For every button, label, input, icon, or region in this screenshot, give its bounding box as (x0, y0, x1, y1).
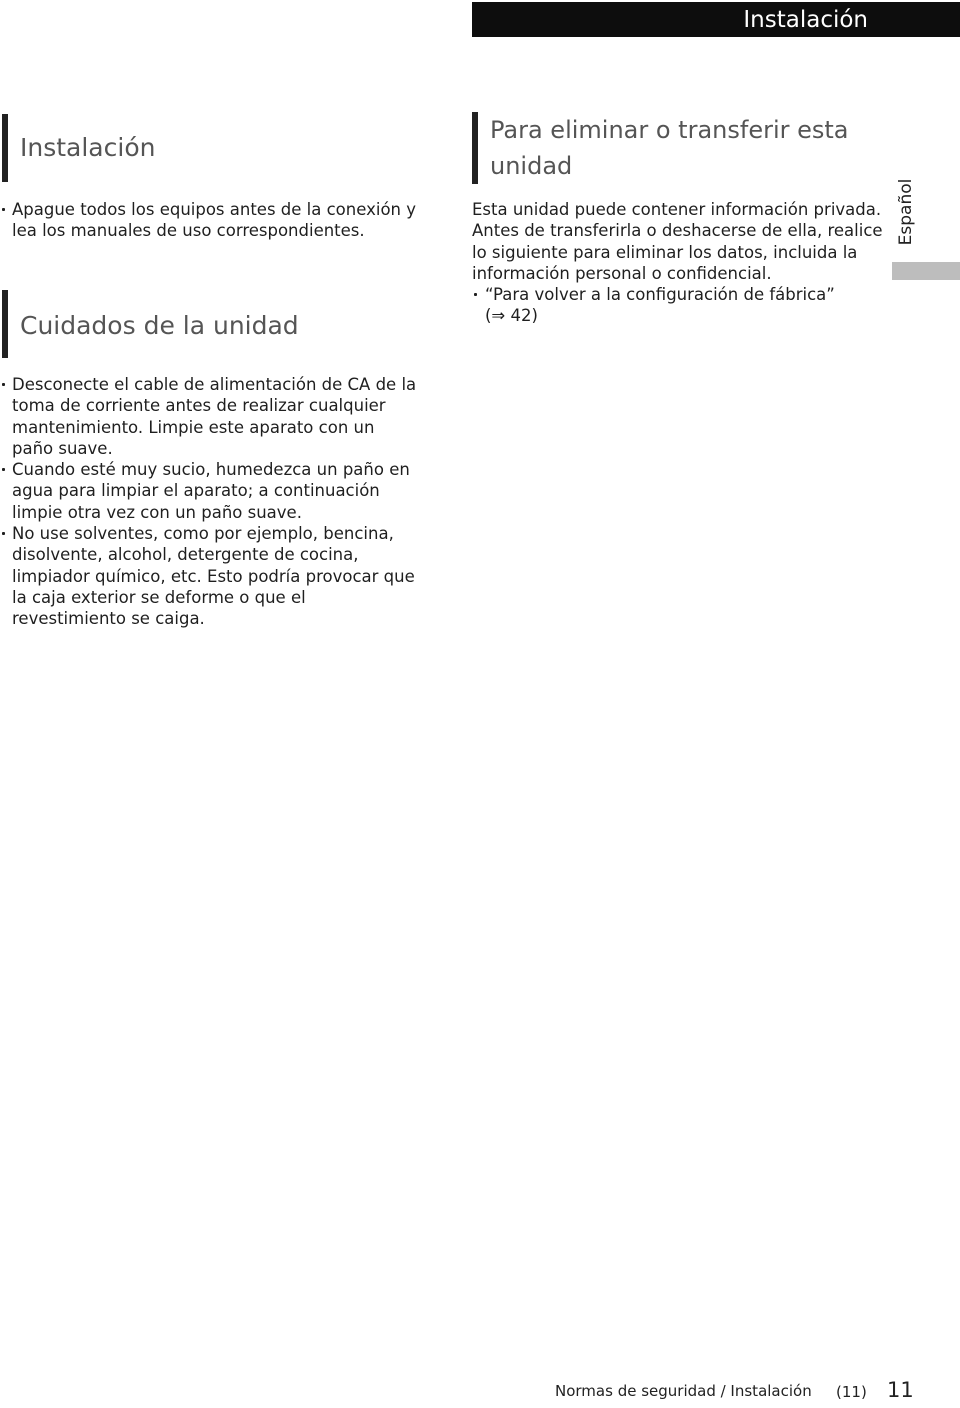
eliminar-list (472, 284, 892, 327)
section-heading-instalacion-text: Instalación (20, 133, 156, 162)
footer-page-number: 11 (887, 1378, 914, 1402)
footer-page-paren: (11) (836, 1383, 867, 1401)
list-item: Desconecte el cable de alimentación de CA de la toma de corriente antes de realizar cualquier mantenimiento. Limpie este aparato con un paño suave. (0, 374, 420, 459)
cuidados-list (0, 374, 420, 630)
section-heading-cuidados (2, 290, 440, 358)
factory-reset-link[interactable]: “Para volver a la configuración de fábrica” (485, 285, 835, 304)
section-heading-eliminar-line1: Para eliminar o transferir esta (490, 116, 849, 144)
language-tab-marker (892, 262, 960, 280)
list-item: Cuando esté muy sucio, humedezca un paño en agua para limpiar el aparato; a continuación limpie otra vez con un paño suave. (0, 459, 420, 523)
list-item: No use solventes, como por ejemplo, bencina, disolvente, alcohol, detergente de cocina, limpiador químico, etc. Esto podría provocar que la caja exterior se deforme o que el revestimiento se caiga. (0, 523, 420, 629)
language-label (886, 180, 926, 244)
language-label-text: Español (896, 178, 916, 246)
section-heading-instalacion (2, 114, 440, 182)
header-title: Instalación (743, 7, 868, 33)
list-item: Apague todos los equipos antes de la conexión y lea los manuales de uso correspondientes. (0, 199, 420, 242)
section-heading-cuidados-text: Cuidados de la unidad (20, 311, 299, 340)
eliminar-paragraph: Esta unidad puede contener información privada. Antes de transferirla o deshacerse de ella, realice lo siguiente para eliminar los datos, incluida la información personal o confidencial. (472, 200, 883, 283)
footer-section-title: Normas de seguridad / Instalación (555, 1382, 812, 1400)
list-item[interactable] (472, 284, 892, 327)
page-reference[interactable]: (⇒ 42) (485, 306, 538, 326)
page-footer (555, 1378, 915, 1408)
header-bar (472, 2, 960, 37)
section-heading-eliminar-line2: unidad (490, 152, 573, 180)
section-heading-eliminar (472, 112, 910, 184)
instalacion-list (0, 199, 420, 242)
